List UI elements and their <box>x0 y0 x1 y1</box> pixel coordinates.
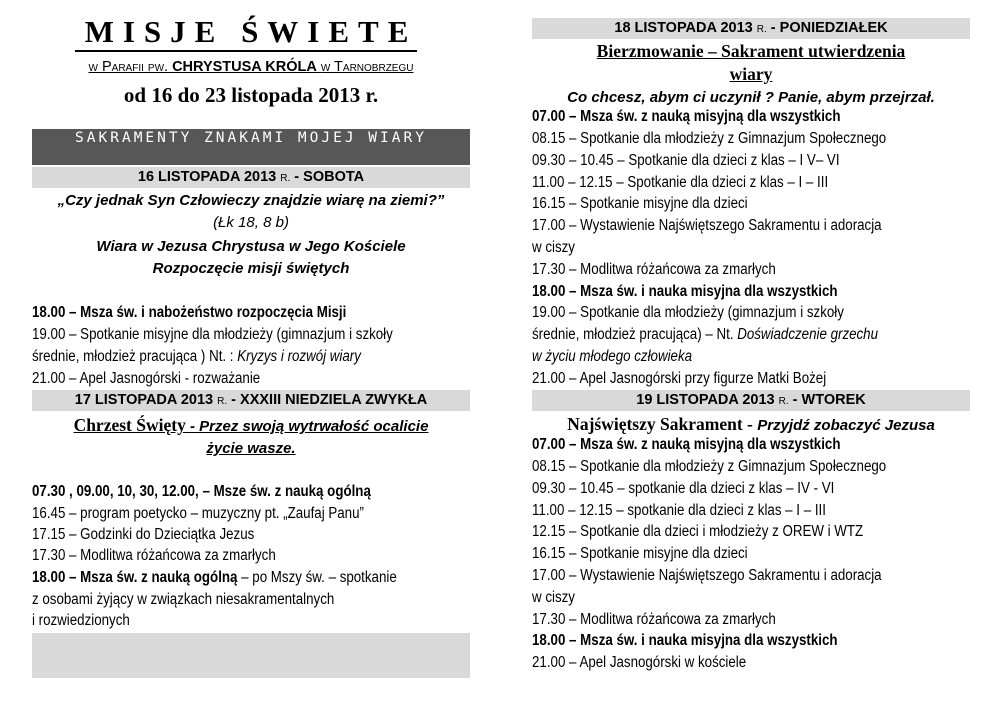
day18-line11-topic: Doświadczenie grzechu <box>737 326 879 343</box>
day16-line3-topic: Kryzys i rozwój wiary <box>237 348 361 365</box>
day18-date: 18 LISTOPADA 2013 <box>614 20 753 36</box>
title-underline <box>75 50 417 52</box>
day16-theme1: Wiara w Jezusa Chrystusa w Jego Kościele <box>96 238 406 255</box>
title: MISJE ŚWIETE <box>84 14 418 49</box>
day16-quote: „Czy jednak Syn Człowieczy znajdzie wiarę na ziemi?” <box>57 192 445 209</box>
day17-line4: 17.30 – Modlitwa różańcowa za zmarłych <box>32 547 276 564</box>
banner: SAKRAMENTY ZNAKAMI MOJEJ WIARY <box>32 129 470 165</box>
day18-line6: 17.00 – Wystawienie Najświętszego Sakramentu i adoracja <box>532 217 882 234</box>
day16-header <box>32 167 470 188</box>
day17-line2: 16.45 – program poetycko – muzyczny pt. „Zaufaj Panu” <box>32 505 364 522</box>
parish-prefix: w Parafii pw. <box>88 59 169 75</box>
day17-sub2: życie wasze. <box>206 440 296 457</box>
day18-line13: 21.00 – Apel Jasnogórski przy figurze Matki Bożej <box>532 370 827 387</box>
day18-header <box>532 18 970 39</box>
day17-line5-mass: 18.00 – Msza św. z nauką ogólną <box>32 569 238 586</box>
day17-line5-rest: – po Mszy św. – spotkanie <box>237 569 397 586</box>
dates: od 16 do 23 listopada 2013 r. <box>123 83 379 107</box>
day19-header <box>532 390 970 411</box>
day16-date: 16 LISTOPADA 2013 <box>137 169 277 185</box>
day17-theme: Chrzest Święty <box>73 415 186 435</box>
parish-place: w Tarnobrzegu <box>320 59 414 75</box>
day16-line4: 21.00 – Apel Jasnogórski - rozważanie <box>32 370 261 387</box>
day19-line3: 09.30 – 10.45 – spotkanie dla dzieci z klas – IV - VI <box>532 480 835 497</box>
day18-line4: 11.00 – 12.15 – Spotkanie dla dzieci z klas – I – III <box>532 174 829 191</box>
day18-line12: w życiu młodego człowieka <box>532 348 693 365</box>
day19-line1: 07.00 – Msza św. z nauką misyjną dla wszystkich <box>532 436 841 453</box>
day19-line4: 11.00 – 12.15 – spotkanie dla dzieci z klas – I – III <box>532 502 826 519</box>
footer-bar <box>32 633 470 678</box>
day17-line7: i rozwiedzionych <box>32 612 130 629</box>
day17-line1: 07.30 , 09.00, 10, 30, 12.00, – Msze św. z nauką ogólną <box>32 483 371 500</box>
day19-line8: w ciszy <box>532 589 575 606</box>
day18-weekday: - PONIEDZIAŁEK <box>766 20 888 36</box>
day19-line7: 17.00 – Wystawienie Najświętszego Sakramentu i adoracja <box>532 567 882 584</box>
day19-line2: 08.15 – Spotkanie dla młodzieży z Gimnazjum Społecznego <box>532 458 887 475</box>
day16-line1: 18.00 – Msza św. i nabożeństwo rozpoczęcia Misji <box>32 304 347 321</box>
day18-theme2: wiary <box>729 64 773 84</box>
day19-line5: 12.15 – Spotkanie dla dzieci i młodzieży z OREW i WTZ <box>532 523 864 540</box>
day19-r: R. <box>778 396 789 407</box>
day17-line5 <box>32 567 409 589</box>
day18-line1: 07.00 – Msza św. z nauką misyjną dla wszystkich <box>532 108 841 125</box>
day16-line3 <box>32 346 409 368</box>
day19-date: 19 LISTOPADA 2013 <box>636 392 775 408</box>
day16-r: R. <box>280 173 291 184</box>
day16-theme2: Rozpoczęcie misji świętych <box>152 260 350 277</box>
day18-line2: 08.15 – Spotkanie dla młodzieży z Gimnazjum Społecznego <box>532 130 887 147</box>
day16-line3-text: średnie, młodzież pracująca ) Nt. : <box>32 348 238 365</box>
day19-line11: 21.00 – Apel Jasnogórski w kościele <box>532 654 747 671</box>
day18-quote: Co chcesz, abym ci uczynił ? Panie, abym przejrzał. <box>567 89 935 106</box>
parish-line <box>32 58 470 76</box>
parish-name: CHRYSTUSA KRÓLA <box>172 59 317 75</box>
day19-weekday: - WTOREK <box>788 392 866 408</box>
day18-line3: 09.30 – 10.45 – Spotkanie dla dzieci z klas – I V– VI <box>532 152 840 169</box>
day18-line9: 18.00 – Msza św. i nauka misyjna dla wszystkich <box>532 283 838 300</box>
day19-line10: 18.00 – Msza św. i nauka misyjna dla wszystkich <box>532 632 838 649</box>
day16-ref: (Łk 18, 8 b) <box>213 214 289 231</box>
day17-weekday: - XXXIII NIEDZIELA ZWYKŁA <box>227 392 428 408</box>
day19-line6: 16.15 – Spotkanie misyjne dla dzieci <box>532 545 748 562</box>
day18-line10: 19.00 – Spotkanie dla młodzieży (gimnazjum i szkoły <box>532 304 844 321</box>
day18-line7: w ciszy <box>532 239 575 256</box>
day16-weekday: - SOBOTA <box>290 169 365 185</box>
day18-theme1: Bierzmowanie – Sakrament utwierdzenia <box>596 41 906 61</box>
day17-line6: z osobami żyjący w związkach niesakramentalnych <box>32 591 335 608</box>
day19-line9: 17.30 – Modlitwa różańcowa za zmarłych <box>532 611 776 628</box>
day18-line11 <box>532 324 909 346</box>
day17-line3: 17.15 – Godzinki do Dzieciątka Jezus <box>32 526 255 543</box>
day19-sub: Przyjdź zobaczyć Jezusa <box>757 417 935 434</box>
day16-line2: 19.00 – Spotkanie misyjne dla młodzieży (gimnazjum i szkoły <box>32 326 393 343</box>
day17-theme-line <box>32 413 470 439</box>
day17-date: 17 LISTOPADA 2013 <box>74 392 214 408</box>
day19-theme: Najświętszy Sakrament - <box>567 414 758 434</box>
day17-r: R. <box>217 396 228 407</box>
day18-line5: 16.15 – Spotkanie misyjne dla dzieci <box>532 195 748 212</box>
day17-header <box>32 390 470 411</box>
day18-line11-text: średnie, młodzież pracująca) – Nt. <box>532 326 738 343</box>
day18-r: R. <box>756 24 767 35</box>
day18-line8: 17.30 – Modlitwa różańcowa za zmarłych <box>532 261 776 278</box>
day17-sub1: - Przez swoją wytrwałość ocalicie <box>185 418 429 435</box>
